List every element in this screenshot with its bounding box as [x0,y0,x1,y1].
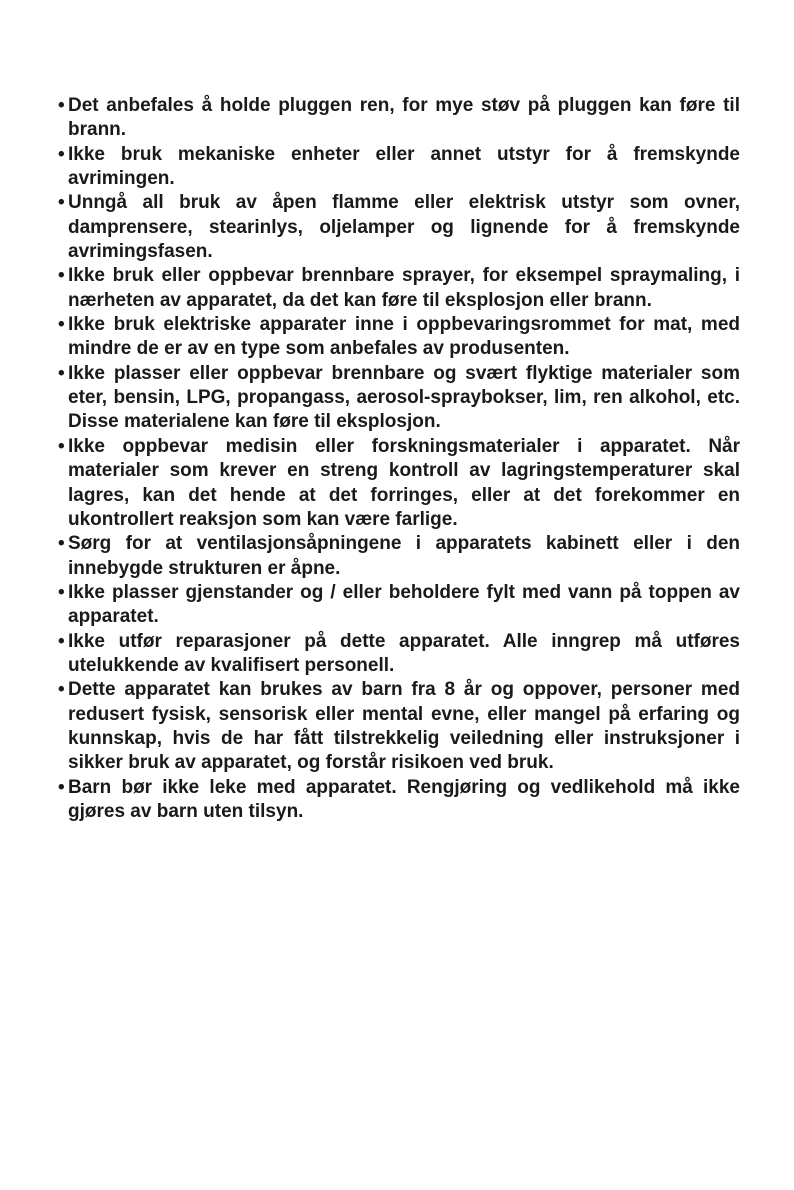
bullet-text: Ikke bruk mekaniske enheter eller annet utstyr for å fremskynde avrimingen. [68,143,740,190]
bullet-item-ventilation-open [58,532,740,581]
safety-bullet-list [58,94,740,824]
bullet-item-plug-clean [58,94,740,143]
bullet-text: Ikke bruk elektriske apparater inne i oppbevaringsrommet for mat, med mindre de er av en type som anbefales av produsenten. [68,314,740,360]
bullet-icon: • [58,95,65,116]
bullet-icon: • [58,192,65,214]
bullet-text: Unngå all bruk av åpen flamme eller elektrisk utstyr som ovner, damprensere, stearinlys, oljelamper og lignende for å fremskynde avrimingsfasen. [68,192,740,263]
bullet-item-children-use [58,678,740,775]
bullet-icon: • [58,143,65,165]
bullet-text: Ikke plasser eller oppbevar brennbare og svært flyktige materialer som eter, bensin, LPG, propangass, aerosol-spraybokser, lim, ren alkohol, etc. Disse materialene kan føre til eksplosjon. [68,362,740,433]
bullet-text: Sørg for at ventilasjonsåpningene i apparatets kabinett eller i den innebygde strukturen er åpne. [68,533,740,579]
bullet-icon: • [58,679,65,701]
bullet-icon: • [58,362,65,384]
bullet-item-no-repairs [58,630,740,679]
bullet-item-no-medicine [58,435,740,532]
bullet-icon: • [58,435,65,457]
bullet-text: Ikke plasser gjenstander og / eller beholdere fylt med vann på toppen av apparatet. [68,581,740,628]
bullet-icon: • [58,776,65,798]
bullet-item-no-electrical-inside [58,313,740,362]
bullet-item-no-open-flame [58,191,740,264]
bullet-item-no-volatile-materials [58,362,740,435]
bullet-icon: • [58,314,65,336]
bullet-item-no-objects-on-top [58,581,740,630]
bullet-text: Barn bør ikke leke med apparatet. Rengjøring og vedlikehold må ikke gjøres av barn uten tilsyn. [68,776,740,822]
bullet-item-children-no-play [58,776,740,825]
bullet-text: Ikke oppbevar medisin eller forskningsmaterialer i apparatet. Når materialer som krever en streng kontroll av lagringstemperaturer skal lagres, kan det hende at det forringes, eller at det forekommer en ukontrollert reaksjon som kan være farlige. [68,435,740,530]
bullet-icon: • [58,581,65,603]
bullet-text: Ikke utfør reparasjoner på dette apparatet. Alle inngrep må utføres utelukkende av kvalifisert personell. [68,630,740,676]
bullet-item-no-flammable-spray [58,264,740,313]
bullet-text: Det anbefales å holde pluggen ren, for mye støv på pluggen kan føre til brann. [68,95,740,141]
bullet-icon: • [58,630,65,652]
document-page [58,94,740,824]
bullet-text: Dette apparatet kan brukes av barn fra 8 år og oppover, personer med redusert fysisk, sensorisk eller mental evne, eller mangel på erfaring og kunnskap, hvis de har fått tilstrekkelig veiledning eller instruksjoner i sikker bruk av apparatet, og forstår risikoen ved bruk. [68,679,740,774]
bullet-icon: • [58,265,65,287]
bullet-icon: • [58,533,65,555]
bullet-item-no-mechanical-defrost [58,143,740,192]
bullet-text: Ikke bruk eller oppbevar brennbare sprayer, for eksempel spraymaling, i nærheten av apparatet, da det kan føre til eksplosjon eller brann. [68,265,740,311]
